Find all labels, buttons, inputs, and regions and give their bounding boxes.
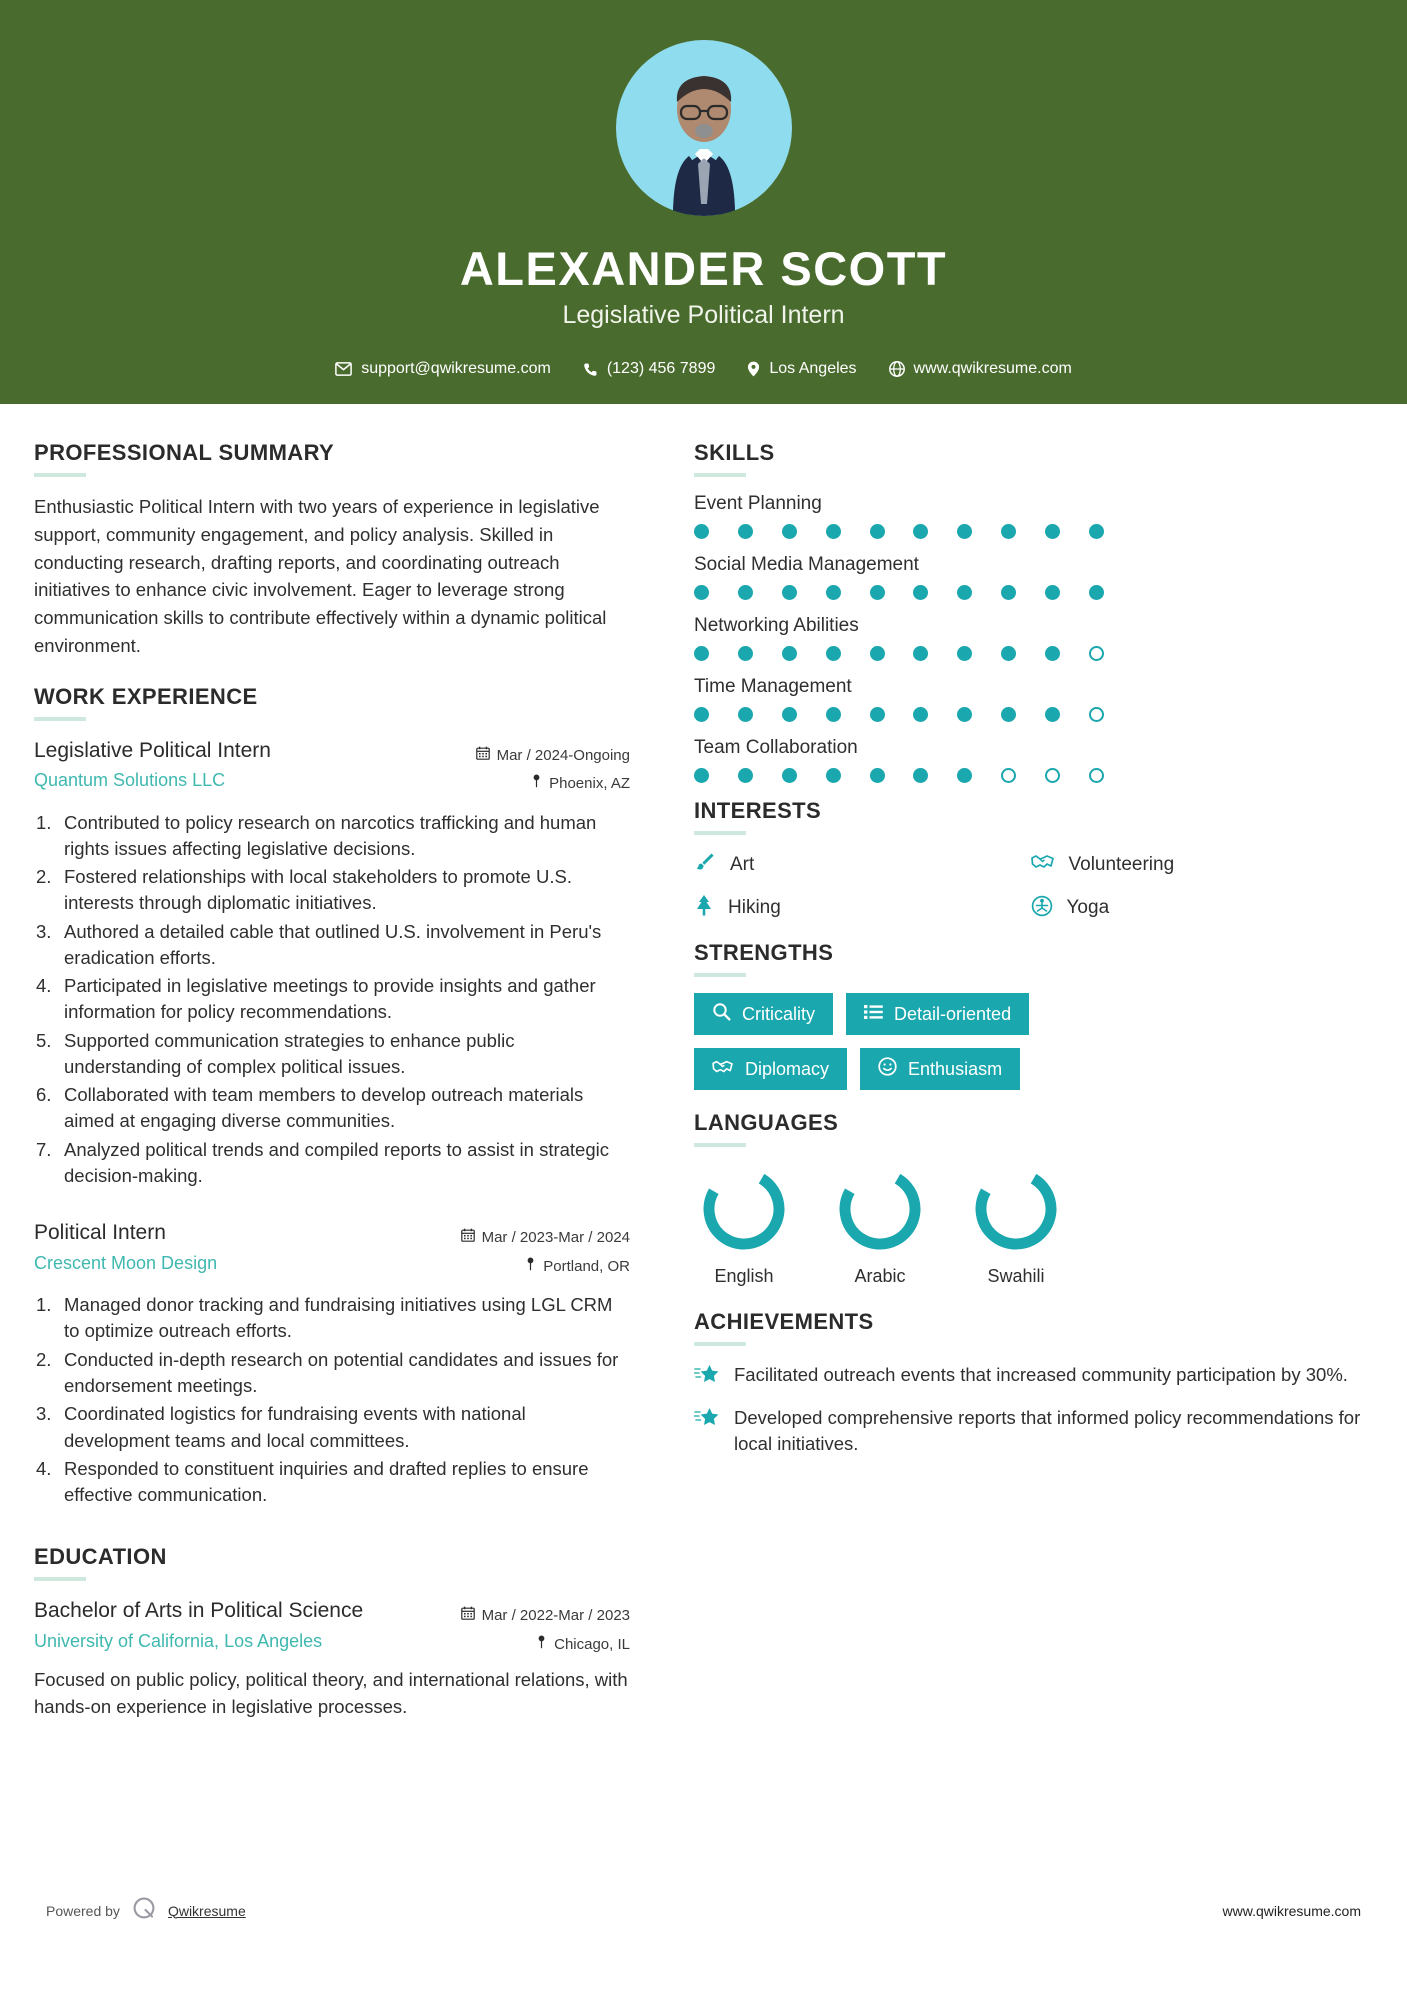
handshake-icon	[1031, 852, 1055, 877]
list-item: Analyzed political trends and compiled reports to assist in strategic decision-making.	[64, 1138, 609, 1186]
list-item: Managed donor tracking and fundraising initiatives using LGL CRM to optimize outreach efforts.	[64, 1294, 613, 1342]
section-interests	[694, 798, 1367, 922]
interest-label: Hiking	[728, 897, 781, 918]
language-label: English	[714, 1266, 774, 1286]
list-item: Responded to constituent inquiries and drafted replies to ensure effective communication.	[64, 1457, 589, 1506]
language-label: Swahili	[987, 1266, 1045, 1286]
skill-row	[694, 676, 1367, 722]
section-heading: PROFESSIONAL SUMMARY	[34, 440, 335, 465]
achievement-text: Facilitated outreach events that increased community participation by 30%.	[734, 1364, 1348, 1385]
skill-dot-filled	[957, 524, 972, 539]
skill-dot-filled	[957, 646, 972, 661]
yoga-icon	[1031, 895, 1053, 922]
strength-chip-enthusiasm	[860, 1048, 1020, 1090]
skill-label: Time Management	[694, 676, 852, 697]
skill-dot-empty	[1089, 646, 1104, 661]
job-company[interactable]: Crescent Moon Design	[34, 1252, 218, 1273]
job-date	[461, 1224, 630, 1253]
education-date-text: Mar / 2022-Mar / 2023	[481, 1607, 630, 1625]
footer-brand-link[interactable]: Qwikresume	[167, 1902, 246, 1919]
calendar-icon	[476, 742, 490, 771]
skill-dot-filled	[826, 707, 841, 722]
language-item	[830, 1163, 930, 1287]
skill-dot-filled	[782, 585, 797, 600]
contact-phone-text: (123) 456 7899	[606, 360, 716, 378]
achievement-item	[694, 1405, 1367, 1458]
search-icon	[712, 1002, 731, 1026]
skill-rating	[694, 768, 1104, 783]
skill-dot-filled	[957, 768, 972, 783]
summary-text: Enthusiastic Political Intern with two years of experience in legislative support, community engagement, and policy analysis. Skilled in conducting research, drafting reports, and coordinating outreach initiatives to enhance civic involvement. Eager to leverage strong communication skills to contribute effectively within a dynamic political environment.	[34, 496, 607, 656]
paintbrush-icon	[694, 851, 716, 878]
job-location-text: Phoenix, AZ	[549, 775, 630, 792]
job-role: Legislative Political Intern	[34, 738, 271, 762]
skill-dot-filled	[913, 524, 928, 539]
section-rule	[694, 1143, 746, 1147]
skill-label: Networking Abilities	[694, 615, 859, 636]
skill-rating	[694, 524, 1104, 539]
job-company[interactable]: Quantum Solutions LLC	[34, 769, 226, 790]
skills-list	[694, 493, 1367, 783]
skill-dot-filled	[1001, 585, 1016, 600]
smiley-icon	[878, 1057, 897, 1081]
interest-item	[1031, 894, 1368, 922]
skill-dot-filled	[694, 646, 709, 661]
skill-dot-filled	[870, 646, 885, 661]
skill-dot-filled	[694, 585, 709, 600]
contact-email[interactable]	[335, 360, 551, 378]
skill-dot-filled	[1001, 646, 1016, 661]
list-item: Conducted in-depth research on potential candidates and issues for endorsement meetings.	[64, 1348, 619, 1397]
language-progress-ring	[834, 1163, 926, 1255]
degree-title: Bachelor of Arts in Political Science	[34, 1599, 364, 1623]
achievement-text: Developed comprehensive reports that informed policy recommendations for local initiatives.	[734, 1407, 1361, 1455]
list-item: Supported communication strategies to enhance public understanding of complex political issues.	[64, 1029, 515, 1077]
section-heading: LANGUAGES	[694, 1110, 839, 1135]
languages-list	[694, 1163, 1367, 1287]
tree-icon	[694, 894, 714, 922]
skill-row	[694, 737, 1367, 783]
location-pin-icon	[747, 361, 760, 377]
resume-header	[0, 0, 1407, 404]
qwikresume-logo-icon	[131, 1895, 157, 1926]
section-languages	[694, 1110, 1367, 1287]
education-description: Focused on public policy, political theory, and international relations, with hands-on experience in legislative processes.	[34, 1669, 628, 1718]
footer-brand-group	[46, 1895, 246, 1926]
skill-label: Team Collaboration	[694, 737, 858, 758]
skill-row	[694, 615, 1367, 661]
list-icon	[864, 1004, 883, 1025]
skill-dot-filled	[913, 707, 928, 722]
skill-dot-filled	[870, 585, 885, 600]
skill-dot-empty	[1001, 768, 1016, 783]
skill-rating	[694, 646, 1104, 661]
work-entry	[34, 737, 630, 1190]
left-column	[0, 404, 660, 1731]
section-strengths	[694, 940, 1367, 1090]
skill-dot-filled	[1045, 585, 1060, 600]
handshake-icon	[712, 1058, 734, 1081]
section-heading: ACHIEVEMENTS	[694, 1309, 874, 1334]
skill-dot-filled	[1045, 524, 1060, 539]
language-item	[966, 1163, 1066, 1287]
map-pin-icon	[525, 1253, 536, 1282]
skill-dot-filled	[738, 707, 753, 722]
strength-label: Diplomacy	[745, 1058, 830, 1079]
skill-dot-filled	[738, 524, 753, 539]
skill-dot-filled	[957, 585, 972, 600]
section-rule	[694, 973, 746, 977]
envelope-icon	[335, 362, 352, 376]
globe-icon	[889, 361, 905, 377]
interest-item	[694, 894, 1031, 922]
achievement-item	[694, 1362, 1367, 1391]
skill-row	[694, 554, 1367, 600]
section-achievements	[694, 1309, 1367, 1458]
section-rule	[694, 473, 746, 477]
section-heading: INTERESTS	[694, 798, 822, 823]
education-entry	[34, 1597, 630, 1721]
contact-website[interactable]	[889, 360, 1072, 378]
strength-chip-diplomacy	[694, 1048, 847, 1090]
section-rule	[34, 473, 86, 477]
contact-website-text: www.qwikresume.com	[913, 360, 1072, 378]
list-item: Authored a detailed cable that outlined U.S. involvement in Peru's eradication efforts.	[64, 920, 602, 968]
contact-email-text: support@qwikresume.com	[361, 360, 551, 378]
education-date	[461, 1602, 630, 1631]
section-rule	[694, 1342, 746, 1346]
skill-dot-filled	[782, 524, 797, 539]
job-bullets	[34, 810, 630, 1190]
section-heading: STRENGTHS	[694, 940, 834, 965]
skill-dot-filled	[826, 768, 841, 783]
skill-dot-filled	[782, 646, 797, 661]
section-professional-summary	[34, 440, 630, 660]
strengths-list	[694, 993, 1114, 1090]
section-heading: EDUCATION	[34, 1544, 167, 1570]
interests-grid	[694, 851, 1367, 922]
skill-dot-filled	[870, 524, 885, 539]
contact-row	[0, 360, 1407, 378]
skill-rating	[694, 585, 1104, 600]
list-item: Fostered relationships with local stakeholders to promote U.S. interests through diplomatic initiatives.	[64, 866, 572, 914]
skill-dot-empty	[1089, 768, 1104, 783]
interest-label: Yoga	[1066, 897, 1110, 918]
skill-dot-filled	[782, 768, 797, 783]
job-location	[461, 1253, 630, 1282]
skill-dot-filled	[826, 524, 841, 539]
strength-label: Enthusiasm	[908, 1058, 1003, 1079]
calendar-icon	[461, 1602, 475, 1631]
section-work-experience	[34, 684, 630, 1509]
skill-dot-filled	[1045, 646, 1060, 661]
education-location	[461, 1631, 630, 1660]
footer-url: www.qwikresume.com	[1222, 1902, 1361, 1919]
skill-dot-empty	[1089, 707, 1104, 722]
language-item	[694, 1163, 794, 1287]
avatar	[616, 40, 792, 216]
skill-dot-filled	[1001, 524, 1016, 539]
list-item: Participated in legislative meetings to provide insights and gather information for policy recommendations.	[64, 975, 596, 1023]
skill-dot-filled	[870, 707, 885, 722]
work-entry	[34, 1219, 630, 1508]
skill-dot-filled	[738, 768, 753, 783]
page-title: ALEXANDER SCOTT	[459, 242, 948, 295]
list-item: Contributed to policy research on narcotics trafficking and human rights issues affecting legislative decisions.	[64, 811, 597, 859]
section-rule	[694, 831, 746, 835]
section-heading: WORK EXPERIENCE	[34, 683, 258, 709]
strength-chip-detail-oriented	[846, 993, 1029, 1035]
section-heading: SKILLS	[694, 440, 775, 465]
interest-label: Volunteering	[1068, 853, 1175, 875]
skill-dot-filled	[738, 585, 753, 600]
job-location-text: Portland, OR	[543, 1257, 630, 1275]
contact-location-text: Los Angeles	[769, 360, 857, 378]
skill-dot-filled	[826, 646, 841, 661]
skill-label: Event Planning	[694, 493, 822, 514]
job-date-text: Mar / 2024-Ongoing	[496, 746, 630, 764]
footer-powered-by: Powered by	[46, 1902, 120, 1919]
skill-dot-filled	[694, 524, 709, 539]
skill-dot-filled	[957, 707, 972, 722]
calendar-icon	[461, 1224, 475, 1253]
language-progress-ring	[698, 1163, 790, 1255]
list-item: Coordinated logistics for fundraising events with national development teams and local committees.	[64, 1403, 526, 1451]
job-location	[476, 770, 630, 799]
portrait-photo-icon	[645, 66, 763, 216]
interest-item	[1031, 851, 1368, 878]
school-name[interactable]: University of California, Los Angeles	[34, 1630, 323, 1651]
contact-location	[747, 360, 856, 378]
skill-row	[694, 493, 1367, 539]
skill-dot-filled	[738, 646, 753, 661]
skill-label: Social Media Management	[694, 554, 919, 575]
section-education	[34, 1544, 630, 1721]
star-achievement-icon	[694, 1405, 720, 1434]
skill-dot-filled	[913, 585, 928, 600]
phone-icon	[583, 362, 598, 377]
skill-dot-filled	[694, 707, 709, 722]
job-bullets	[34, 1292, 630, 1508]
section-rule	[34, 717, 86, 721]
skill-dot-filled	[1045, 707, 1060, 722]
job-role: Political Intern	[34, 1221, 166, 1245]
skill-dot-filled	[913, 768, 928, 783]
language-progress-ring	[970, 1163, 1062, 1255]
job-date-text: Mar / 2023-Mar / 2024	[481, 1229, 630, 1247]
strength-label: Criticality	[742, 1003, 816, 1024]
page-footer	[0, 1895, 1407, 1926]
interest-label: Art	[730, 853, 755, 875]
star-achievement-icon	[694, 1362, 720, 1391]
contact-phone[interactable]	[583, 360, 716, 378]
section-skills	[694, 440, 1367, 783]
skill-dot-filled	[1089, 524, 1104, 539]
interest-item	[694, 851, 1031, 878]
strength-label: Detail-oriented	[894, 1003, 1012, 1024]
skill-dot-filled	[870, 768, 885, 783]
skill-dot-filled	[694, 768, 709, 783]
skill-dot-filled	[1089, 585, 1104, 600]
map-pin-icon	[536, 1631, 547, 1660]
skill-rating	[694, 707, 1104, 722]
job-date	[476, 742, 630, 771]
skill-dot-filled	[1001, 707, 1016, 722]
map-pin-icon	[531, 770, 542, 799]
skill-dot-filled	[782, 707, 797, 722]
strength-chip-criticality	[694, 993, 833, 1035]
skill-dot-empty	[1045, 768, 1060, 783]
section-rule	[34, 1577, 86, 1581]
right-column	[660, 404, 1407, 1731]
skill-dot-filled	[826, 585, 841, 600]
language-label: Arabic	[854, 1266, 906, 1286]
education-location-text: Chicago, IL	[554, 1635, 630, 1653]
skill-dot-filled	[913, 646, 928, 661]
resume-body	[0, 404, 1407, 1731]
list-item: Collaborated with team members to develop outreach materials aimed at engaging diverse communities.	[64, 1084, 584, 1132]
headline-job-title: Legislative Political Intern	[562, 301, 845, 330]
